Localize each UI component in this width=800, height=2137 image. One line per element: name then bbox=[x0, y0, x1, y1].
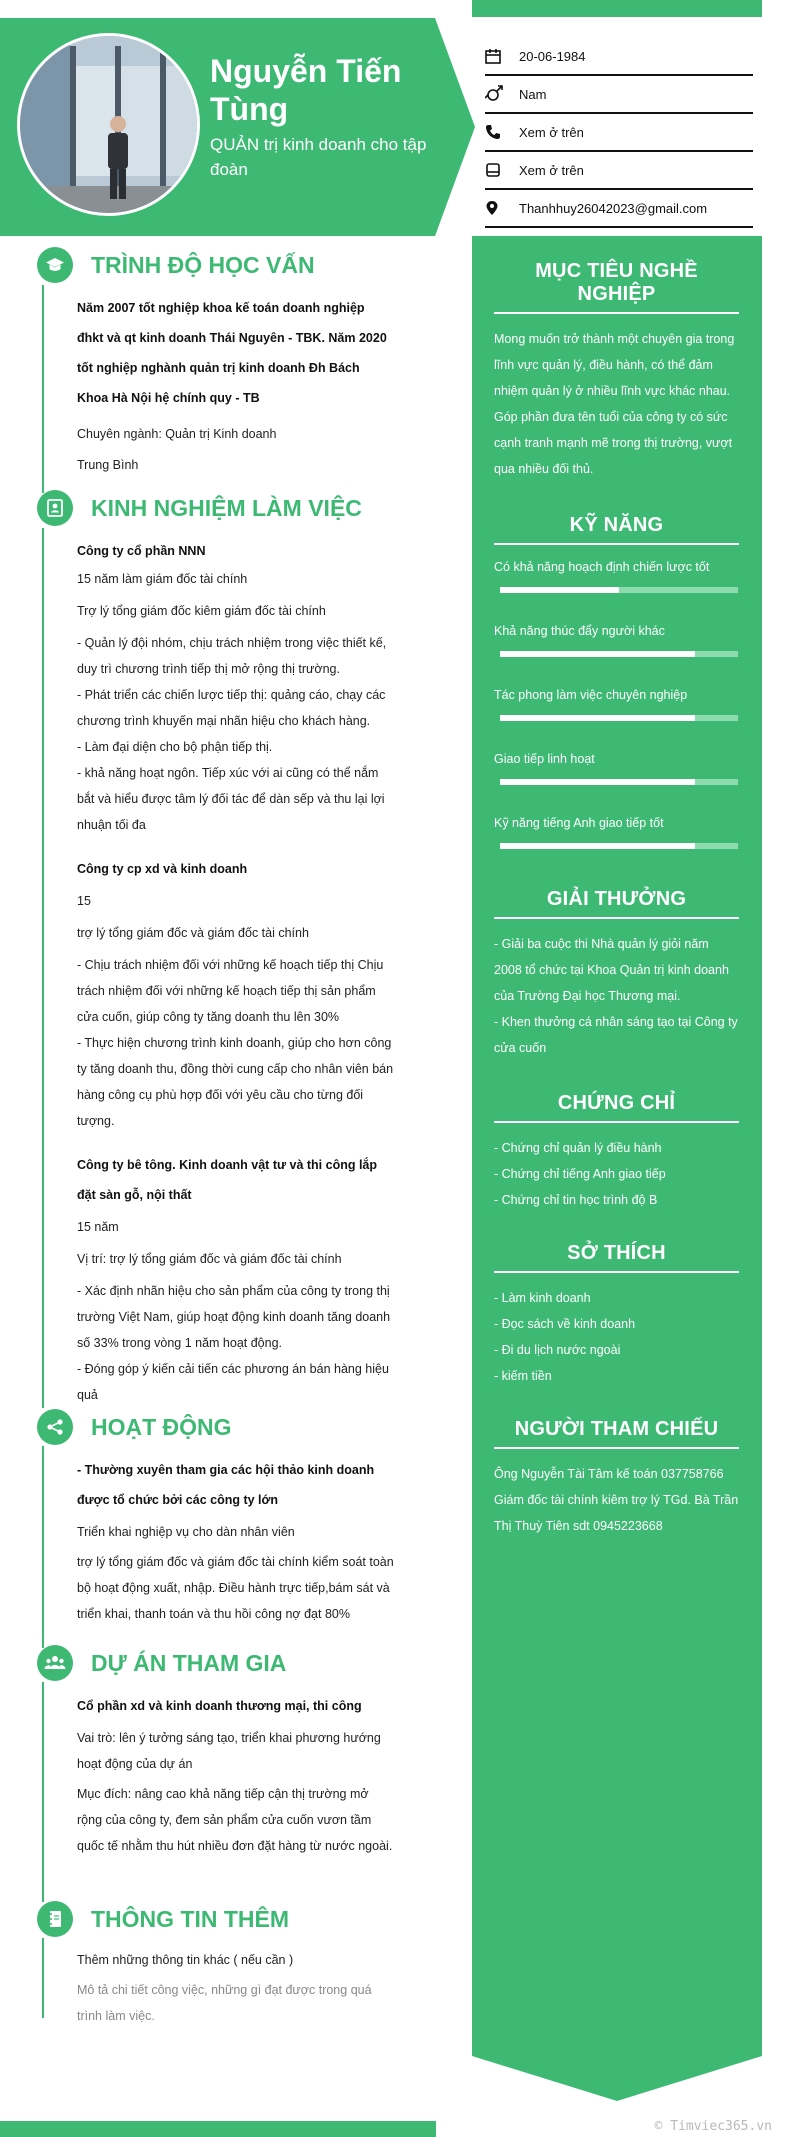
skill-bar-fill bbox=[500, 843, 695, 849]
education-summary: Năm 2007 tốt nghiệp khoa kế toán doanh nghiệp đhkt và qt kinh doanh Thái Nguyên - TBK. Năm 2020 tốt nghiệp nghành quản trị kinh doanh Đh Bách Khoa Hà Nội hệ chính quy - TB bbox=[77, 301, 387, 405]
activities-line: trợ lý tổng giám đốc và giám đốc tài chính kiểm soát toàn bộ hoạt động xuất, nhập. Điều hành trực tiếp,bám sát và triển khai, thanh toán và thu hồi công nợ đạt 80% bbox=[77, 1555, 394, 1621]
activities-header bbox=[37, 1407, 437, 1447]
contact-birthday-text: 20-06-1984 bbox=[519, 48, 586, 64]
career-goal-text: Mong muốn trở thành một chuyên gia trong lĩnh vực quản lý, điều hành, có thể đảm nhiệm quản lý ở nhiều lĩnh vực khác nhau. Góp phần đưa tên tuổi của công ty có sức cạnh tranh mạnh mẽ trong thị trường, vượt qua nhiều đối thủ. bbox=[494, 332, 735, 476]
graduation-cap-icon bbox=[37, 247, 73, 283]
contact-email-text: Thanhhuy26042023@gmail.com bbox=[519, 200, 708, 216]
education-major: Chuyên ngành: Quản trị Kinh doanh bbox=[77, 427, 277, 441]
job-position: trợ lý tổng giám đốc và giám đốc tài chính bbox=[77, 926, 309, 940]
career-goal-title: MỤC TIÊU NGHỀ NGHIỆP bbox=[494, 260, 739, 314]
skill-label: Có khả năng hoạch định chiến lược tốt bbox=[494, 560, 710, 574]
contact-phone-text: Xem ở trên bbox=[519, 124, 584, 140]
contact-phone bbox=[485, 114, 753, 152]
job-position: Vị trí: trợ lý tổng giám đốc và giám đốc tài chính bbox=[77, 1252, 342, 1266]
projects-header bbox=[37, 1643, 437, 1683]
skill-item bbox=[494, 685, 739, 721]
hobbies-section bbox=[494, 1242, 739, 1389]
skill-label: Tác phong làm việc chuyên nghiệp bbox=[494, 688, 688, 702]
skill-bar bbox=[500, 587, 738, 593]
education-grade: Trung Bình bbox=[77, 458, 139, 472]
skill-bar-fill bbox=[500, 779, 695, 785]
contact-gender bbox=[485, 76, 753, 114]
job-company: Công ty bê tông. Kinh doanh vật tư và thi công lắp đặt sàn gỗ, nội thất bbox=[77, 1158, 378, 1202]
profile-photo bbox=[20, 36, 200, 216]
career-goal-section bbox=[494, 260, 739, 482]
calendar-icon bbox=[485, 46, 511, 66]
notebook-icon bbox=[37, 1901, 73, 1937]
projects-title: DỰ ÁN THAM GIA bbox=[91, 1649, 287, 1676]
more-info-title: THÔNG TIN THÊM bbox=[91, 1905, 290, 1932]
skill-label: Giao tiếp linh hoạt bbox=[494, 752, 595, 766]
skill-item bbox=[494, 749, 739, 785]
right-top-bar bbox=[472, 0, 762, 17]
job-details: - Quản lý đội nhóm, chịu trách nhiệm trong việc thiết kế, duy trì chương trình tiếp thị mở rộng thị trường. - Phát triển các chiến lược tiếp thị: quảng cáo, chạy các chương trình khuyến mại nhãn hiệu cho khách hàng. - Làm đại diện cho bộ phận tiếp thị. - khả năng hoạt ngôn. Tiếp xúc với ai cũng có thể nắm bắt và hiểu được tâm lý đối tác để dàn sếp và thu lại lợi nhuận tối đa bbox=[77, 636, 387, 832]
more-info-header bbox=[37, 1899, 437, 1939]
job-details: - Chịu trách nhiệm đối với những kế hoạch tiếp thị Chịu trách nhiệm đối với những kế hoạch tiếp thị sản phẩm cửa cuốn, giúp công ty tăng doanh thu lên 30% - Thực hiện chương trình kinh doanh, giúp cho hơn công ty tăng doanh thu, đồng thời cung cấp cho nhân viên bán hàng công cụ phù hợp đối với yêu cầu cho từng đối tượng. bbox=[77, 958, 394, 1128]
experience-section bbox=[37, 488, 437, 1408]
bottom-bar bbox=[0, 2121, 436, 2137]
skill-bar-fill bbox=[500, 651, 695, 657]
contact-birthday bbox=[485, 38, 753, 76]
footer-watermark: © Timviec365.vn bbox=[654, 2119, 772, 2134]
contact-address-text: Xem ở trên bbox=[519, 162, 584, 178]
awards-text: - Giải ba cuộc thi Nhà quản lý giỏi năm 2008 tổ chức tại Khoa Quản trị kinh doanh của Trường Đại học Thương mại. - Khen thưởng cá nhân sáng tạo tại Công ty cửa cuốn bbox=[494, 937, 738, 1055]
experience-title: KINH NGHIỆM LÀM VIỆC bbox=[91, 494, 362, 521]
education-section bbox=[37, 245, 437, 478]
job-period: 15 bbox=[77, 894, 91, 908]
skill-item bbox=[494, 813, 739, 849]
awards-title: GIẢI THƯỞNG bbox=[494, 888, 739, 919]
skill-bar-fill bbox=[500, 715, 695, 721]
job-period: 15 năm làm giám đốc tài chính bbox=[77, 572, 248, 586]
more-info-placeholder: Mô tả chi tiết công việc, những gì đạt được trong quá trình làm việc. bbox=[77, 1983, 372, 2023]
skill-bar-fill bbox=[500, 587, 619, 593]
phone-icon bbox=[485, 122, 511, 142]
candidate-title: QUẢN trị kinh doanh cho tập đoàn bbox=[210, 135, 427, 179]
skill-bar bbox=[500, 843, 738, 849]
job-period: 15 năm bbox=[77, 1220, 119, 1234]
references-title: NGƯỜI THAM CHIẾU bbox=[494, 1418, 739, 1449]
activities-headline: - Thường xuyên tham gia các hội thảo kinh doanh được tổ chức bởi các công ty lớn bbox=[77, 1463, 375, 1507]
more-info-line: Thêm những thông tin khác ( nếu cần ) bbox=[77, 1953, 294, 1967]
contact-gender-text: Nam bbox=[519, 86, 547, 102]
more-info-section bbox=[37, 1899, 437, 2029]
activities-title: HOẠT ĐỘNG bbox=[91, 1413, 232, 1440]
job-details: - Xác định nhãn hiệu cho sản phẩm của công ty trong thị trường Việt Nam, giúp hoạt động kinh doanh tăng doanh số 33% trong vòng 1 năm hoạt động. - Đóng góp ý kiến cải tiến các phương án bán hàng hiệu quả bbox=[77, 1284, 391, 1402]
skill-bar bbox=[500, 651, 738, 657]
skills-title: KỸ NĂNG bbox=[494, 514, 739, 545]
certificates-text: - Chứng chỉ quản lý điều hành - Chứng chỉ tiếng Anh giao tiếp - Chứng chỉ tin học trình độ B bbox=[494, 1141, 666, 1207]
education-header bbox=[37, 245, 437, 285]
references-section bbox=[494, 1418, 739, 1539]
awards-section bbox=[494, 888, 739, 1061]
skill-bar bbox=[500, 779, 738, 785]
skill-bar bbox=[500, 715, 738, 721]
avatar bbox=[17, 33, 200, 216]
projects-section bbox=[37, 1643, 437, 1859]
certificates-title: CHỨNG CHỈ bbox=[494, 1092, 739, 1123]
contact-email bbox=[485, 190, 753, 228]
references-text: Ông Nguyễn Tài Tâm kế toán 037758766 Giám đốc tài chính kiêm trợ lý TGd. Bà Trần Thị Thuỳ Tiên sdt 0945223668 bbox=[494, 1467, 739, 1533]
candidate-name: Nguyễn Tiến Tùng bbox=[210, 53, 402, 127]
experience-header bbox=[37, 488, 437, 528]
team-icon bbox=[37, 1645, 73, 1681]
skills-section bbox=[494, 514, 739, 877]
skill-item bbox=[494, 557, 739, 593]
certificates-section bbox=[494, 1092, 739, 1213]
job-company: Công ty cổ phần NNN bbox=[77, 544, 206, 558]
job-position: Trợ lý tổng giám đốc kiêm giám đốc tài chính bbox=[77, 604, 326, 618]
job-company: Công ty cp xd và kinh doanh bbox=[77, 862, 248, 876]
project-purpose: Mục đích: nâng cao khả năng tiếp cận thị trường mở rộng của công ty, đem sản phẩm cửa cuốn vươn tầm quốc tế nhằm thu hút nhiều đơn đặt hàng từ nước ngoài. bbox=[77, 1787, 393, 1853]
skill-label: Kỹ năng tiếng Anh giao tiếp tốt bbox=[494, 816, 664, 830]
share-icon bbox=[37, 1409, 73, 1445]
project-name: Cổ phần xd và kinh doanh thương mại, thi công bbox=[77, 1699, 362, 1713]
hobbies-title: SỞ THÍCH bbox=[494, 1242, 739, 1273]
skill-label: Khả năng thúc đẩy người khác bbox=[494, 624, 665, 638]
activities-line: Triển khai nghiệp vụ cho dàn nhân viên bbox=[77, 1525, 295, 1539]
address-icon bbox=[485, 160, 511, 180]
location-pin-icon bbox=[485, 198, 511, 218]
id-card-icon bbox=[37, 490, 73, 526]
education-title: TRÌNH ĐỘ HỌC VẤN bbox=[91, 251, 315, 278]
contact-address bbox=[485, 152, 753, 190]
activities-section bbox=[37, 1407, 437, 1627]
project-role: Vai trò: lên ý tưởng sáng tạo, triển khai phương hướng hoạt động của dự án bbox=[77, 1731, 381, 1771]
skill-item bbox=[494, 621, 739, 657]
hobbies-text: - Làm kinh doanh - Đọc sách về kinh doanh - Đi du lịch nước ngoài - kiếm tiền bbox=[494, 1291, 636, 1383]
contact-list bbox=[485, 38, 753, 228]
gender-icon bbox=[485, 84, 511, 104]
